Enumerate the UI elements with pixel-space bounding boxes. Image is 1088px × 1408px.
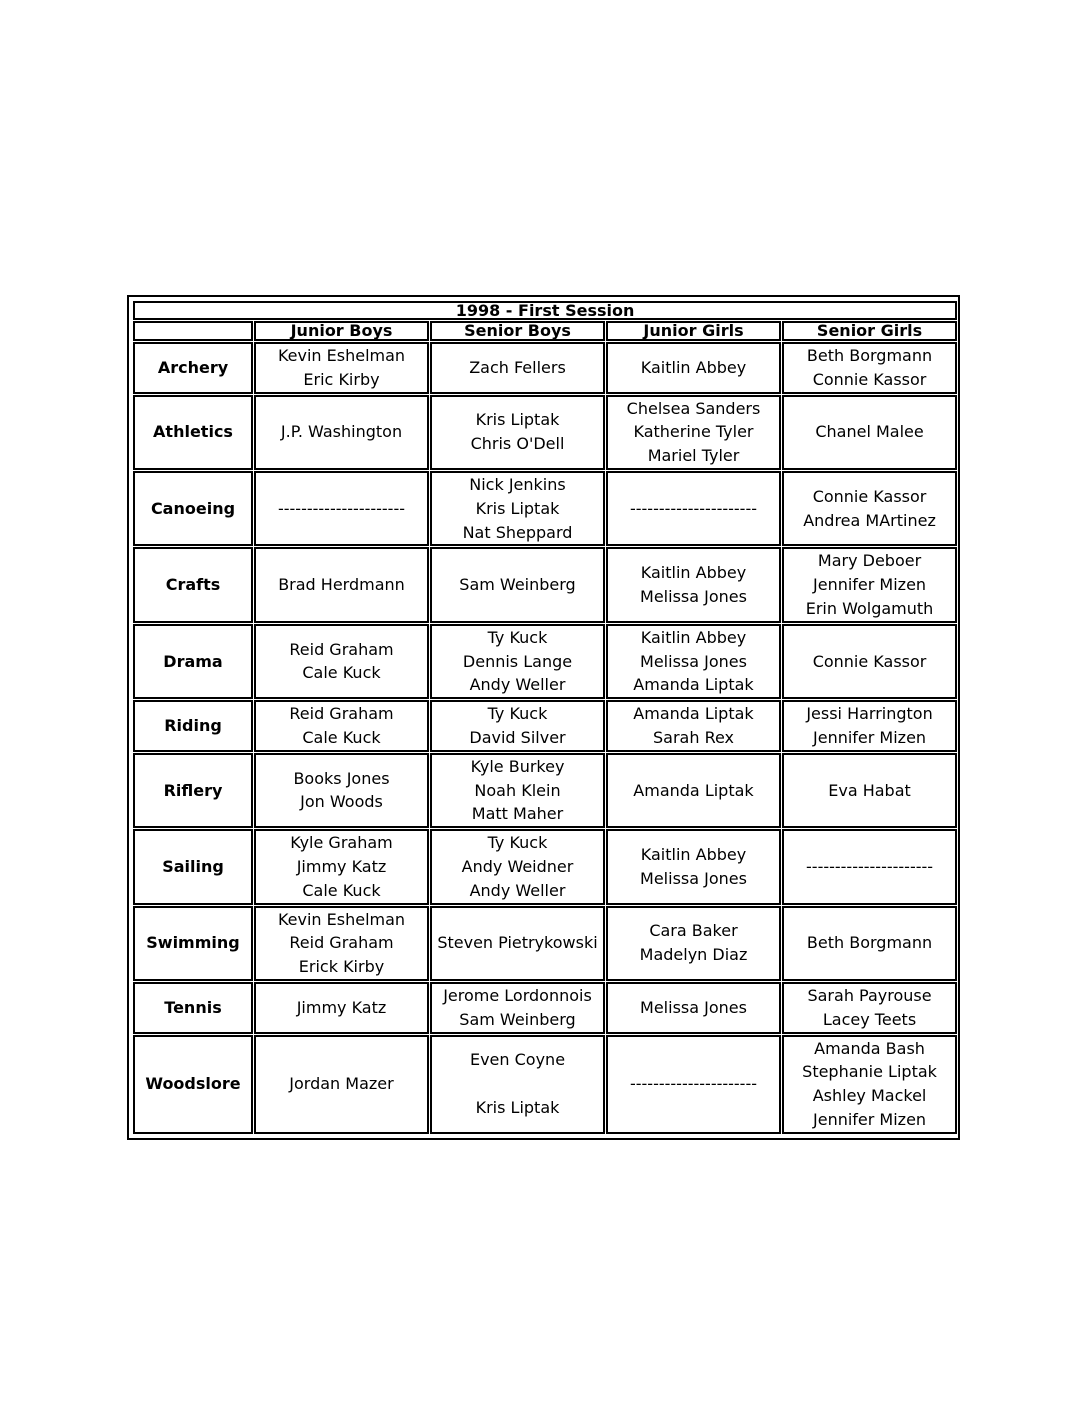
cell-senior-boys [431, 907, 604, 980]
camper-name: Jennifer Mizen [813, 575, 927, 595]
header-junior-boys: Junior Boys [255, 322, 428, 340]
camper-name: Jimmy Katz [296, 997, 387, 1017]
camper-name: Ty Kuck [487, 833, 548, 853]
camper-name: Andy Weller [469, 675, 566, 695]
cell-senior-boys [431, 625, 604, 698]
camper-name: Andy Weller [469, 880, 566, 900]
camper-name: Amanda Liptak [633, 780, 754, 800]
cell-junior-girls [607, 396, 780, 469]
activity-row-riding [134, 701, 956, 751]
camper-name: Matt Maher [471, 804, 564, 824]
cell-senior-boys [431, 1036, 604, 1133]
session-table [127, 295, 960, 1140]
cell-junior-boys [255, 754, 428, 827]
activity-row-athletics [134, 396, 956, 469]
header-junior-girls: Junior Girls [607, 322, 780, 340]
camper-name: Jennifer Mizen [813, 1109, 927, 1129]
camper-name: Kaitlin Abbey [640, 563, 747, 583]
cell-junior-boys [255, 1036, 428, 1133]
activity-label: Crafts [134, 548, 252, 621]
cell-junior-girls [607, 472, 780, 545]
header-blank [134, 322, 252, 340]
camper-name: Mariel Tyler [647, 446, 740, 466]
cell-junior-girls [607, 701, 780, 751]
camper-name: Erick Kirby [298, 957, 385, 977]
camper-name: Sarah Payrouse [807, 985, 932, 1005]
camper-name: Sarah Rex [653, 727, 734, 747]
camper-name: Cale Kuck [302, 727, 381, 747]
camper-name: Connie Kassor [812, 369, 927, 389]
activity-row-archery [134, 343, 956, 393]
cell-senior-girls [783, 983, 956, 1033]
cell-senior-boys [431, 830, 604, 903]
cell-junior-boys [255, 343, 428, 393]
activity-row-riflery [134, 754, 956, 827]
cell-senior-girls [783, 472, 956, 545]
camper-name: Jon Woods [300, 792, 383, 812]
cell-senior-girls [783, 830, 956, 903]
cell-junior-girls [607, 625, 780, 698]
cell-senior-girls [783, 625, 956, 698]
cell-senior-girls [783, 701, 956, 751]
camper-name: Reid Graham [289, 933, 394, 953]
camper-name: Sam Weinberg [459, 1009, 576, 1029]
camper-name: Melissa Jones [640, 651, 747, 671]
cell-senior-girls [783, 754, 956, 827]
camper-name: ---------------------- [629, 1074, 757, 1094]
camper-name: Chelsea Sanders [626, 398, 761, 418]
camper-name: Nat Sheppard [462, 522, 573, 542]
cell-junior-boys [255, 907, 428, 980]
camper-name: Katherine Tyler [633, 422, 754, 442]
title-row [134, 302, 956, 319]
activity-label: Archery [134, 343, 252, 393]
activity-label: Woodslore [134, 1036, 252, 1133]
activity-label: Swimming [134, 907, 252, 980]
activity-row-tennis [134, 983, 956, 1033]
camper-name: Jessi Harrington [806, 704, 933, 724]
camper-name: Lacey Teets [822, 1009, 917, 1029]
camper-name: Reid Graham [289, 704, 394, 724]
camper-name: Eva Habat [828, 780, 911, 800]
cell-junior-boys [255, 472, 428, 545]
camper-name: Kevin Eshelman [277, 346, 406, 365]
camper-name: ---------------------- [277, 498, 405, 518]
cell-junior-boys [255, 625, 428, 698]
activity-label: Drama [134, 625, 252, 698]
header-senior-girls: Senior Girls [783, 322, 956, 340]
cell-junior-girls [607, 754, 780, 827]
camper-name: Ashley Mackel [812, 1086, 927, 1106]
roster-table-body [134, 302, 956, 1133]
cell-senior-girls [783, 548, 956, 621]
cell-junior-boys [255, 830, 428, 903]
camper-name: Noah Klein [474, 780, 561, 800]
header-senior-boys: Senior Boys [431, 322, 604, 340]
camper-name: Jennifer Mizen [813, 727, 927, 747]
camper-name: Erin Wolgamuth [805, 598, 934, 618]
camper-name: Andrea MArtinez [803, 510, 936, 530]
camper-name: Kris Liptak [475, 1098, 560, 1117]
camper-name [432, 1072, 603, 1096]
camper-name: Amanda Liptak [633, 704, 754, 724]
activity-row-canoeing [134, 472, 956, 545]
cell-senior-boys [431, 754, 604, 827]
cell-senior-boys [431, 472, 604, 545]
cell-senior-boys [431, 343, 604, 393]
camper-name: Cara Baker [649, 921, 738, 941]
camper-name: Andy Weidner [461, 856, 574, 876]
camper-name: Kaitlin Abbey [640, 357, 747, 377]
camper-name: Cale Kuck [302, 880, 381, 900]
roster-table [131, 299, 959, 1136]
camper-name: Melissa Jones [640, 868, 747, 888]
cell-junior-boys [255, 396, 428, 469]
camper-name: Zach Fellers [469, 357, 566, 377]
cell-junior-boys [255, 548, 428, 621]
cell-senior-girls [783, 396, 956, 469]
camper-name: Melissa Jones [640, 587, 747, 607]
activity-row-drama [134, 625, 956, 698]
camper-name: Amanda Liptak [633, 675, 754, 695]
camper-name: Chanel Malee [815, 422, 924, 442]
camper-name: ---------------------- [806, 856, 934, 876]
camper-name: Jimmy Katz [296, 856, 387, 876]
camper-name: Sam Weinberg [459, 575, 576, 595]
activity-row-crafts [134, 548, 956, 621]
camper-name: Jordan Mazer [289, 1074, 394, 1094]
cell-junior-girls [607, 983, 780, 1033]
camper-name: Kyle Burkey [470, 756, 565, 776]
camper-name: Kevin Eshelman [277, 909, 406, 929]
activity-label: Riflery [134, 754, 252, 827]
camper-name: Kris Liptak [475, 498, 560, 518]
cell-junior-boys [255, 983, 428, 1033]
table-title: 1998 - First Session [134, 302, 956, 319]
camper-name: Connie Kassor [812, 486, 927, 506]
cell-junior-girls [607, 548, 780, 621]
camper-name: Dennis Lange [462, 651, 573, 671]
camper-name: ---------------------- [629, 498, 757, 518]
camper-name: Kyle Graham [290, 833, 393, 853]
cell-junior-girls [607, 907, 780, 980]
activity-row-sailing [134, 830, 956, 903]
camper-name: J.P. Washington [280, 422, 403, 442]
camper-name: David Silver [469, 727, 566, 747]
activity-label: Riding [134, 701, 252, 751]
cell-senior-girls [783, 907, 956, 980]
cell-junior-girls [607, 1036, 780, 1133]
cell-senior-girls [783, 1036, 956, 1133]
cell-senior-boys [431, 983, 604, 1033]
activity-row-swimming [134, 907, 956, 980]
camper-name: Kris Liptak [475, 410, 560, 430]
camper-name: Melissa Jones [640, 997, 747, 1017]
cell-junior-boys [255, 701, 428, 751]
cell-junior-girls [607, 830, 780, 903]
camper-name: Amanda Bash [814, 1038, 925, 1058]
header-row [134, 322, 956, 340]
camper-name: Steven Pietrykowski [437, 933, 598, 953]
camper-name: Kaitlin Abbey [640, 627, 747, 647]
camper-name: Ty Kuck [487, 704, 548, 724]
activity-label: Sailing [134, 830, 252, 903]
camper-name: Connie Kassor [812, 651, 927, 671]
camper-name: Madelyn Diaz [639, 945, 748, 965]
cell-senior-boys [431, 396, 604, 469]
camper-name: Mary Deboer [817, 551, 922, 571]
camper-name: Jerome Lordonnois [443, 985, 592, 1005]
camper-name: Stephanie Liptak [802, 1062, 937, 1082]
camper-name: Kaitlin Abbey [640, 845, 747, 865]
activity-row-woodslore [134, 1036, 956, 1133]
cell-senior-boys [431, 701, 604, 751]
camper-name: Reid Graham [289, 639, 394, 659]
camper-name: Beth Borgmann [806, 346, 933, 365]
camper-name: Nick Jenkins [469, 474, 566, 494]
camper-name: Brad Herdmann [278, 575, 405, 595]
camper-name: Eric Kirby [303, 369, 380, 389]
camper-name: Chris O'Dell [470, 434, 565, 454]
activity-label: Athletics [134, 396, 252, 469]
cell-junior-girls [607, 343, 780, 393]
camper-name: Beth Borgmann [806, 933, 933, 953]
cell-senior-boys [431, 548, 604, 621]
camper-name: Books Jones [293, 768, 390, 788]
camper-name: Ty Kuck [487, 627, 548, 647]
activity-label: Tennis [134, 983, 252, 1033]
camper-name: Cale Kuck [302, 663, 381, 683]
activity-label: Canoeing [134, 472, 252, 545]
cell-senior-girls [783, 343, 956, 393]
camper-name: Even Coyne [469, 1050, 566, 1070]
